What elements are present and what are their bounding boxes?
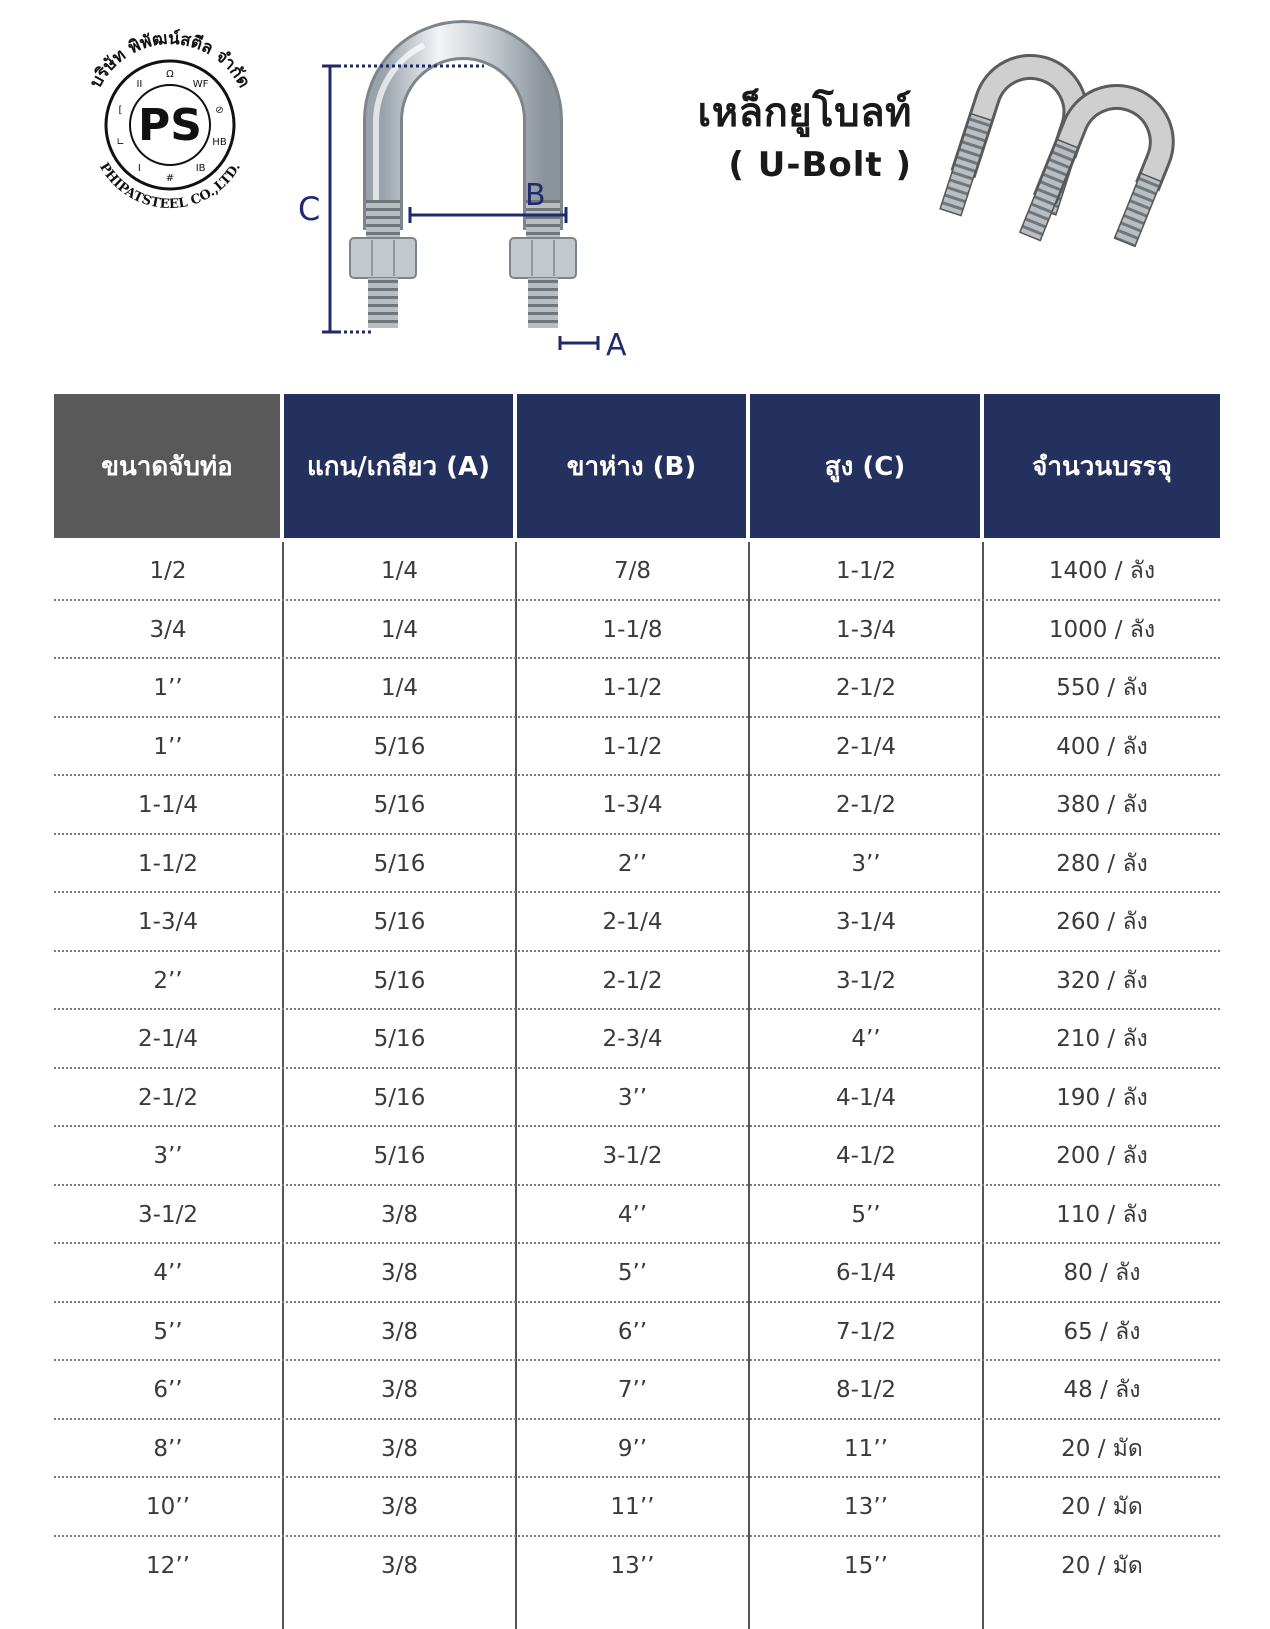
table-cell: 11’’ [750,1420,984,1479]
seal-symbol: # [165,173,175,184]
table-cell: 1’’ [54,659,284,718]
dimension-label-c: C [298,190,321,228]
hero-section [0,0,1270,380]
seal-symbol: [ [118,104,123,116]
table-cell: 6-1/4 [750,1244,984,1303]
table-cell: 4-1/4 [750,1069,984,1128]
table-cell: 1/4 [284,542,517,601]
product-title-thai: เหล็กยูโบลท์ [697,90,912,136]
seal-name-english: PHIPATSTEEL CO.,LTD. [96,160,244,213]
seal-symbol: II [136,78,143,90]
table-cell: 3-1/2 [750,952,984,1011]
table-cell: 13’’ [517,1537,750,1596]
table-cell: 2-1/2 [750,659,984,718]
seal-symbol: I [137,163,141,175]
table-cell: 20 / มัด [1061,1435,1143,1462]
table-row [54,1537,1220,1596]
table-cell: 13’’ [750,1478,984,1537]
seal-symbol: ∟ [116,137,125,149]
table-cell: 3’’ [517,1069,750,1128]
table-column-tail [54,1595,1220,1629]
table-cell: 1-3/4 [750,601,984,660]
product-title-english: ( U-Bolt ) [728,145,912,185]
table-cell: 5/16 [284,835,517,894]
table-cell: 1-1/8 [517,601,750,660]
product-title-block [650,86,912,188]
hero-graphics [0,0,1270,380]
table-cell: 1’’ [54,718,284,777]
table-cell: 2-1/4 [750,718,984,777]
table-cell: 1-1/2 [517,659,750,718]
table-row [54,1127,1220,1186]
table-cell: 5/16 [284,893,517,952]
table-cell: 65 / ลัง [1063,1318,1141,1345]
table-cell: 2-1/4 [517,893,750,952]
table-cell: 4’’ [517,1186,750,1245]
table-cell: 8-1/2 [750,1361,984,1420]
table-cell: 3’’ [750,835,984,894]
table-row [54,601,1220,660]
table-cell: 1-1/4 [54,776,284,835]
table-cell: 3-1/4 [750,893,984,952]
table-cell: 4-1/2 [750,1127,984,1186]
table-cell: 7/8 [517,542,750,601]
table-cell: 20 / มัด [1061,1552,1143,1579]
table-row [54,1244,1220,1303]
table-cell: 4’’ [750,1010,984,1069]
table-cell-spacer [517,1595,750,1629]
table-cell: 320 / ลัง [1056,967,1148,994]
table-cell: 5/16 [284,952,517,1011]
table-cell: 2-3/4 [517,1010,750,1069]
table-cell-spacer [750,1595,984,1629]
table-cell: 1000 / ลัง [1048,616,1156,643]
table-cell: 3/8 [284,1537,517,1596]
table-cell: 3-1/2 [517,1127,750,1186]
seal-symbol: Ω [166,69,174,80]
table-cell: 2-1/2 [750,776,984,835]
seal-symbol: WF [192,78,209,90]
table-cell: 20 / มัด [1061,1494,1143,1521]
dimension-label-b: B [525,178,546,213]
seal-symbol: ⊘ [215,104,224,116]
table-cell: 3/8 [284,1186,517,1245]
table-cell: 1-3/4 [517,776,750,835]
table-row [54,893,1220,952]
table-cell: 200 / ลัง [1056,1143,1148,1170]
table-cell: 190 / ลัง [1056,1084,1148,1111]
table-cell: 11’’ [517,1478,750,1537]
table-cell: 9’’ [517,1420,750,1479]
table-cell: 12’’ [54,1537,284,1596]
table-cell: 260 / ลัง [1056,909,1148,936]
table-cell: 3/8 [284,1303,517,1362]
table-header [54,394,1220,538]
column-header: จำนวนบรรจุ [984,394,1220,538]
table-row [54,1478,1220,1537]
spec-table [54,394,1220,1629]
seal-symbol: HB [212,137,227,149]
table-cell: 80 / ลัง [1063,1260,1141,1287]
table-cell: 3/8 [284,1420,517,1479]
column-header: แกน/เกลียว (A) [284,394,517,538]
table-cell: 5/16 [284,1127,517,1186]
table-row [54,835,1220,894]
column-header: สูง (C) [750,394,984,538]
table-cell: 1-1/2 [750,542,984,601]
table-row [54,542,1220,601]
table-cell: 2-1/2 [517,952,750,1011]
table-cell-spacer [284,1595,517,1629]
table-cell: 1-3/4 [54,893,284,952]
u-bolt-diagram [298,40,627,363]
dimension-label-a: A [606,328,627,363]
table-row [54,1303,1220,1362]
table-cell: 2-1/4 [54,1010,284,1069]
seal-symbol: IB [195,163,206,175]
u-bolt-product-illustration [940,52,1185,274]
table-row [54,1361,1220,1420]
table-cell: 1/4 [284,601,517,660]
table-cell: 550 / ลัง [1056,675,1148,702]
company-seal-logo [86,28,254,212]
table-cell: 5/16 [284,776,517,835]
table-cell: 5’’ [750,1186,984,1245]
table-cell: 280 / ลัง [1056,850,1148,877]
table-cell: 15’’ [750,1537,984,1596]
table-cell: 10’’ [54,1478,284,1537]
seal-initials: PS [138,100,202,151]
table-cell: 3/8 [284,1244,517,1303]
table-cell: 110 / ลัง [1056,1201,1148,1228]
table-cell: 5/16 [284,1010,517,1069]
table-cell: 1400 / ลัง [1048,558,1156,585]
table-row [54,1069,1220,1128]
table-cell: 7’’ [517,1361,750,1420]
table-cell: 4’’ [54,1244,284,1303]
table-cell: 3/8 [284,1478,517,1537]
table-row [54,1010,1220,1069]
table-cell: 3/4 [54,601,284,660]
table-cell: 7-1/2 [750,1303,984,1362]
table-cell: 1-1/2 [54,835,284,894]
table-cell: 380 / ลัง [1056,792,1148,819]
column-header: ขนาดจับท่อ [54,394,284,538]
table-cell: 3-1/2 [54,1186,284,1245]
table-cell: 48 / ลัง [1063,1377,1141,1404]
table-cell: 5/16 [284,1069,517,1128]
table-row [54,776,1220,835]
table-cell: 5’’ [517,1244,750,1303]
column-header: ขาห่าง (B) [517,394,750,538]
table-cell: 1-1/2 [517,718,750,777]
table-cell: 5/16 [284,718,517,777]
table-cell: 6’’ [54,1361,284,1420]
table-cell: 8’’ [54,1420,284,1479]
table-row [54,659,1220,718]
table-cell: 2’’ [517,835,750,894]
table-cell: 3/8 [284,1361,517,1420]
table-row [54,718,1220,777]
table-cell-spacer [984,1595,1220,1629]
table-cell: 1/4 [284,659,517,718]
table-cell: 400 / ลัง [1056,733,1148,760]
table-cell: 1/2 [54,542,284,601]
table-cell: 2-1/2 [54,1069,284,1128]
table-cell: 2’’ [54,952,284,1011]
seal-name-thai: บริษัท พิพัฒน์สตีล จำกัด [86,28,254,92]
table-row [54,1186,1220,1245]
table-cell: 3’’ [54,1127,284,1186]
table-row [54,1420,1220,1479]
table-body [54,542,1220,1629]
table-row [54,952,1220,1011]
table-cell: 6’’ [517,1303,750,1362]
table-cell: 210 / ลัง [1056,1026,1148,1053]
table-cell-spacer [54,1595,284,1629]
table-cell: 5’’ [54,1303,284,1362]
